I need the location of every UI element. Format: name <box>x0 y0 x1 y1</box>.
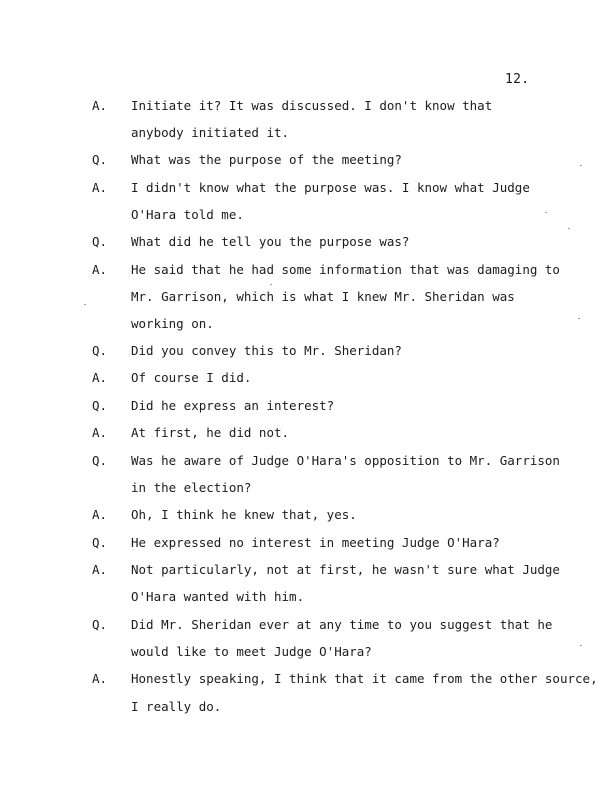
testimony-line: I really do. <box>131 699 222 714</box>
testimony-line: Not particularly, not at first, he wasn't sure what Judge <box>131 562 560 577</box>
scan-speck <box>580 165 582 166</box>
speaker-label: A. <box>92 507 108 522</box>
testimony-line: O'Hara told me. <box>131 207 244 222</box>
testimony-line: Did he express an interest? <box>131 398 335 413</box>
speaker-label: Q. <box>92 453 108 468</box>
speaker-label: Q. <box>92 617 108 632</box>
testimony-line: He said that he had some information that was damaging to <box>131 262 560 277</box>
testimony-line: He expressed no interest in meeting Judge O'Hara? <box>131 535 500 550</box>
speaker-label: A. <box>92 425 108 440</box>
speaker-label: A. <box>92 370 108 385</box>
speaker-label: A. <box>92 562 108 577</box>
testimony-line: Did Mr. Sheridan ever at any time to you suggest that he <box>131 617 553 632</box>
scan-speck <box>580 645 582 646</box>
testimony-line: Did you convey this to Mr. Sheridan? <box>131 343 402 358</box>
scan-speck <box>578 318 580 319</box>
speaker-label: A. <box>92 180 108 195</box>
speaker-label: Q. <box>92 234 108 249</box>
testimony-line: Honestly speaking, I think that it came from the other source, <box>131 671 598 686</box>
testimony-line: I didn't know what the purpose was. I know what Judge <box>131 180 530 195</box>
speaker-label: Q. <box>92 398 108 413</box>
speaker-label: A. <box>92 262 108 277</box>
testimony-line: O'Hara wanted with him. <box>131 589 305 604</box>
scan-speck <box>568 228 570 229</box>
testimony-line: Was he aware of Judge O'Hara's opposition to Mr. Garrison <box>131 453 560 468</box>
testimony-line: Initiate it? It was discussed. I don't know that <box>131 98 493 113</box>
testimony-line: What did he tell you the purpose was? <box>131 234 410 249</box>
testimony-line: At first, he did not. <box>131 425 290 440</box>
testimony-line: working on. <box>131 316 214 331</box>
testimony-line: anybody initiated it. <box>131 125 290 140</box>
scan-speck <box>84 304 86 305</box>
speaker-label: A. <box>92 671 108 686</box>
speaker-label: Q. <box>92 535 108 550</box>
testimony-line: in the election? <box>131 480 252 495</box>
page-number: 12. <box>505 72 530 87</box>
speaker-label: Q. <box>92 152 108 167</box>
testimony-line: Mr. Garrison, which is what I knew Mr. Sheridan was <box>131 289 515 304</box>
speaker-label: A. <box>92 98 108 113</box>
scan-speck <box>545 212 547 213</box>
testimony-line: Of course I did. <box>131 370 252 385</box>
scan-speck <box>270 284 272 285</box>
testimony-line: Oh, I think he knew that, yes. <box>131 507 357 522</box>
speaker-label: Q. <box>92 343 108 358</box>
testimony-line: would like to meet Judge O'Hara? <box>131 644 372 659</box>
testimony-line: What was the purpose of the meeting? <box>131 152 402 167</box>
